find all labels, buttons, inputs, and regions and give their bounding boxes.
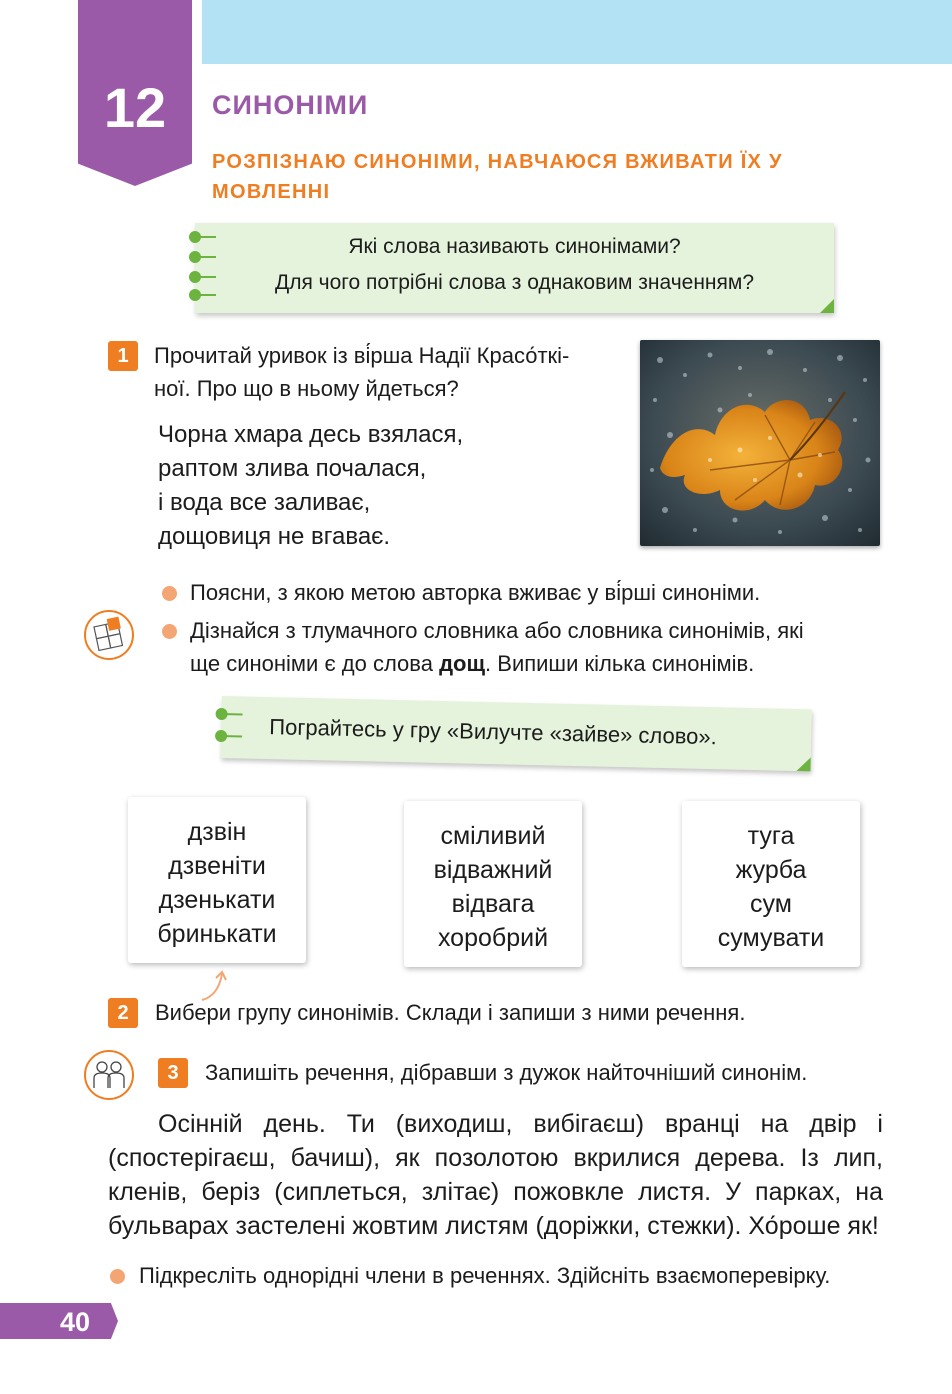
card-word: сумувати xyxy=(717,924,825,952)
lesson-goal: РОЗПІЗНАЮ СИНОНІМИ, НАВЧАЮСЯ ВЖИВАТИ ЇХ У МОВЛЕННІ xyxy=(212,151,783,203)
word-card-2 xyxy=(404,801,582,967)
poem xyxy=(158,418,463,554)
note-corner xyxy=(820,299,834,313)
task2-text: Вибери групу синонімів. Склади і запиши з ними речення. xyxy=(155,1000,746,1025)
bullet2-text-end: . Випиши кілька синонімів. xyxy=(485,651,755,676)
lesson-title: СИНОНІМИ xyxy=(212,90,369,120)
card-word: дзенькати xyxy=(158,886,276,914)
task-number-1: 1 xyxy=(108,341,138,371)
task1-line-2: ної. Про що в ньому йдеться? xyxy=(154,376,459,401)
page-number: 40 xyxy=(60,1307,91,1337)
task3-paragraph: Осінній день. Ти (виходиш, вибігаєш) вранці на двір і (спостерігаєш, бачиш), як позолотою вкрилися дерева. Із лип, кленів, беріз (сиплеться, злітає) пожовкле листя. У парках, на бульварах застелені жовтим листям (доріжки, стежки). Хо́роше як! xyxy=(108,1110,883,1240)
header-band xyxy=(202,0,952,64)
keyword-rain: дощ xyxy=(439,651,486,676)
pin-icon xyxy=(215,708,227,720)
intro-question-2: Для чого потрібні слова з однаковим значенням? xyxy=(274,271,754,294)
poem-line: раптом злива почалася, xyxy=(158,455,427,482)
card-word: бринькати xyxy=(157,920,277,948)
note-corner xyxy=(796,757,810,771)
card-word: відвага xyxy=(451,890,535,918)
task1-bullet-1: Поясни, з якою метою авторка вживає у ві́рші синоніми. xyxy=(190,580,761,605)
task3-bullet: Підкресліть однорідні члени в реченнях. Здійсніть взаємоперевірку. xyxy=(139,1263,831,1288)
intro-questions-note xyxy=(195,223,834,313)
card-word: сум xyxy=(750,890,792,918)
lesson-number: 12 xyxy=(103,76,167,139)
game-instruction: Пограйтесь у гру «Вилучте «зайве» слово». xyxy=(269,714,718,750)
card-word: хоробрий xyxy=(437,924,549,952)
puzzle-icon xyxy=(84,610,134,660)
autumn-leaf-photo xyxy=(640,340,880,546)
task1-bullet-2-line-2 xyxy=(190,647,754,681)
bullet-dot xyxy=(162,624,177,639)
intro-question-1: Які слова називають синонімами? xyxy=(348,235,681,258)
pair-work-icon xyxy=(84,1050,134,1100)
bullet2-text: ще синоніми є до слова xyxy=(190,651,440,676)
card-word: журба xyxy=(735,856,807,884)
task-number-3: 3 xyxy=(158,1058,188,1088)
word-card-1 xyxy=(128,797,306,963)
poem-line: і вода все заливає, xyxy=(158,489,371,516)
task1-bullet-2-line-1: Дізнайся з тлумачного словника або словника синонімів, які xyxy=(190,618,804,643)
card-word: дзвін xyxy=(187,818,247,846)
task3-text: Запишіть речення, дібравши з дужок найточніший синонім. xyxy=(205,1060,808,1085)
bullet-dot xyxy=(162,586,177,601)
poem-line: дощовиця не вгаває. xyxy=(158,523,391,550)
bullet-dot xyxy=(110,1269,125,1284)
task-number-2: 2 xyxy=(108,998,138,1028)
card-word: туга xyxy=(747,822,795,850)
task1-line-1: Прочитай уривок із ві́рша Надії Красо́ткі- xyxy=(154,343,570,368)
poem-line: Чорна хмара десь взялася, xyxy=(158,421,464,448)
word-card-3 xyxy=(682,801,860,967)
card-word: дзвеніти xyxy=(168,852,266,880)
pin-icon xyxy=(215,730,227,742)
card-word: сміливий xyxy=(440,822,546,850)
card-word: відважний xyxy=(433,856,553,884)
game-note xyxy=(221,696,812,771)
